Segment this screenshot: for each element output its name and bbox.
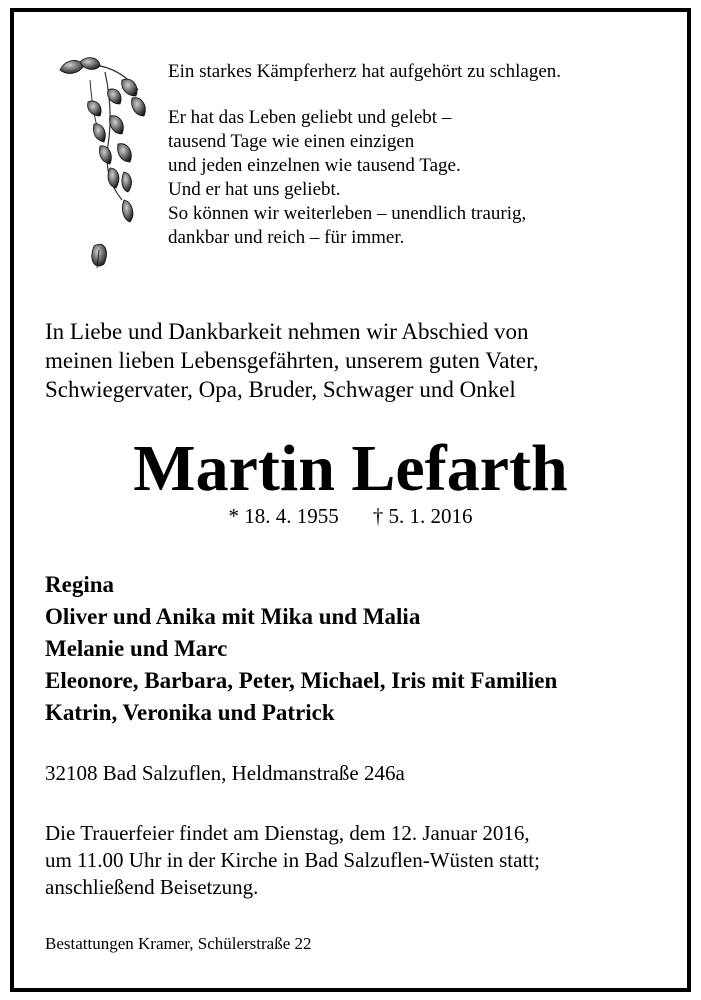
funeral-line: Die Trauerfeier findet am Dienstag, dem 12. Januar 2016, (45, 821, 530, 845)
mourner-line: Oliver und Anika mit Mika und Malia (45, 604, 421, 629)
mourner-line: Katrin, Veronika und Patrick (45, 700, 335, 725)
death-date: † 5. 1. 2016 (372, 504, 473, 528)
mourner-line: Eleonore, Barbara, Peter, Michael, Iris mit Familien (45, 668, 558, 693)
funeral-line: anschließend Beisetzung. (45, 875, 259, 899)
funeral-line: um 11.00 Uhr in der Kirche in Bad Salzuflen-Wüsten statt; (45, 848, 540, 872)
memorial-poem (168, 60, 668, 250)
mourner-line: Melanie und Marc (45, 636, 228, 661)
family-address: 32108 Bad Salzuflen, Heldmanstraße 246a (45, 761, 405, 785)
poem-line: So können wir weiterleben – unendlich traurig, (168, 203, 527, 224)
mourners-list (45, 569, 675, 729)
mourner-line: Regina (45, 572, 114, 597)
poem-line: und jeden einzelnen wie tausend Tage. (168, 155, 461, 176)
poem-line: tausend Tage wie einen einzigen (168, 131, 415, 152)
intro-line: meinen lieben Lebensgefährten, unserem guten Vater, (45, 348, 539, 373)
poem-line: Er hat das Leben geliebt und gelebt – (168, 107, 452, 128)
deceased-name: Martin Lefarth (133, 432, 568, 505)
birch-leaves-icon (50, 50, 160, 290)
funeral-info (45, 820, 675, 901)
intro-line: In Liebe und Dankbarkeit nehmen wir Abschied von (45, 319, 529, 344)
undertaker-info: Bestattungen Kramer, Schülerstraße 22 (45, 934, 312, 953)
farewell-intro (45, 317, 665, 404)
poem-line: dankbar und reich – für immer. (168, 227, 405, 248)
life-dates (0, 503, 701, 529)
poem-line: Ein starkes Kämpferherz hat aufgehört zu schlagen. (168, 61, 562, 82)
intro-line: Schwiegervater, Opa, Bruder, Schwager und Onkel (45, 377, 516, 402)
poem-line: Und er hat uns geliebt. (168, 179, 341, 200)
birth-date: * 18. 4. 1955 (228, 504, 339, 528)
